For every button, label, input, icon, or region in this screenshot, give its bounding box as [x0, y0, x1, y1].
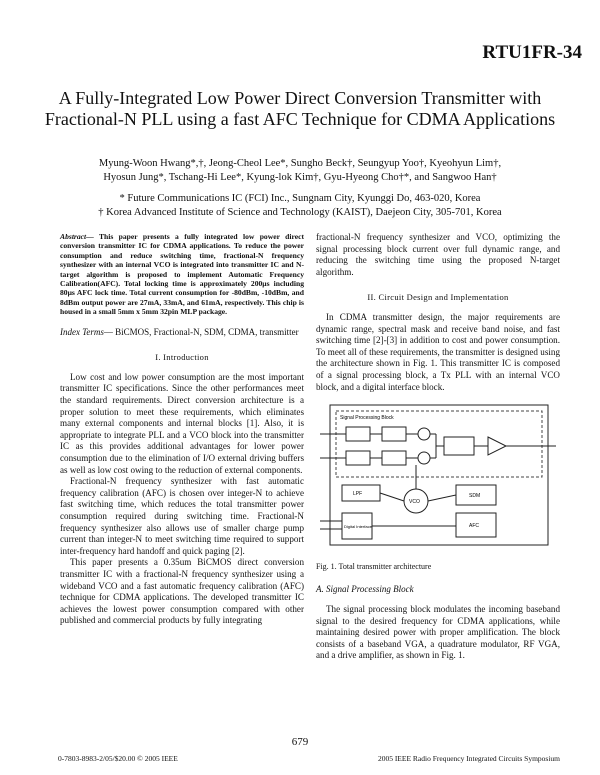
index-terms-label: Index Terms	[60, 326, 104, 337]
authors-line-1: Myung-Woon Hwang*,†, Jeong-Cheol Lee*, Sungho Beck†, Seungyup Yoo†, Kyeohyun Lim†,	[98, 158, 502, 169]
bb-vga-i-block	[346, 427, 370, 441]
abstract	[60, 232, 304, 317]
design-paragraph-2: The signal processing block modulates the incoming baseband signal to the desired frequency for CDMA applications, while maintaining desired power with proper amplification. The block consists of a baseband VGA, a quadrature modulator, RF VGA, and a drive amplifier, as shown in Fig. 1.	[316, 603, 560, 661]
sdm-label: SDM	[469, 493, 481, 500]
footer-copyright: 0-7803-8983-2/05/$20.00 © 2005 IEEE	[58, 754, 178, 763]
page-number: 679	[291, 736, 309, 748]
index-terms-text: — BiCMOS, Fractional-N, SDM, CDMA, transmitter	[103, 326, 299, 337]
digital-interface-label: Digital Interface	[344, 524, 372, 530]
lpf-q-block	[382, 451, 406, 465]
paper-code: RTU1FR-34	[482, 42, 582, 63]
drive-amplifier-symbol	[488, 437, 506, 455]
lpf-i-block	[382, 427, 406, 441]
figure-architecture-diagram	[316, 401, 560, 551]
intro-paragraph-3-continued: fractional-N frequency synthesizer and VCO, optimizing the signal processing block current over full dynamic range, and reducing the switching time using the proposed N-target algorithm.	[316, 232, 560, 277]
authors-line-2: Hyosun Jung*, Tschang-Hi Lee*, Kyung-lok Kim†, Gyu-Hyeong Cho†*, and Sangwoo Han†	[103, 172, 497, 183]
rf-vga-block	[444, 437, 474, 455]
intro-paragraph-1: Low cost and low power consumption are the most important transmitter IC specifications. Since the other performances meet the standard requirements. Direct conversion architecture is a proper solution to meet these requirements, which eliminates many external components and internal blocks [1]. Also, it is appropriate to integrate PLL and a VCO block into the transmitter IC as this provides additional advantages for lower power consumption due to the elimination of I/O external driving buffers as well as low cost owing to the reduction of external components.	[60, 371, 304, 475]
paper-title: A Fully-Integrated Low Power Direct Conversion Transmitter with Fractional-N PLL using a fast AFC Technique for CDMA Applications	[44, 88, 556, 129]
mixer-i-symbol	[418, 428, 430, 440]
figure-caption: Fig. 1. Total transmitter architecture	[316, 561, 432, 571]
footer-conference: 2005 IEEE Radio Frequency Integrated Circuits Symposium	[377, 754, 560, 763]
intro-paragraph-2: Fractional-N frequency synthesizer with fast automatic frequency calibration (AFC) is chosen over integer-N to achieve fast switching time, which reduces the total transmitter power consumption required during switching time. Fractional-N frequency synthesizer also allows use of smaller charge pump current than integer-N to meet switching time required to support inter-frequency hard handoff and quick paging [2].	[60, 476, 304, 556]
intro-paragraph-3: This paper presents a 0.35um BiCMOS direct conversion transmitter IC with a fractional-N frequency synthesizer using a wideband VCO and a fast automatic frequency calibration (AFC) technique for CDMA applications. The developed transmitter IC achieves the lowest power consumption compared with other published and commercial products by fully integrating	[60, 557, 304, 626]
right-column	[316, 232, 560, 662]
mixer-q-symbol	[418, 452, 430, 464]
abstract-text: — This paper presents a fully integrated low power direct conversion transmitter IC for CDMA applications. To reduce the power consumption and reduce switching time, fractional-N frequency synthesizer with an internal VCO is integrated into transmitter IC and N-target algorithm is proposed to implement Automatic Frequency Calibration(AFC). Total locking time is approximately 200μs including 80μs AFC lock time. Total current consumption for -80dBm, -10dBm, and 8dBm output power are 27mA, 33mA, and 61mA, respectively. This chip is housed in a small 5mm x 5mm 32pin MLP package.	[60, 232, 304, 317]
subsection-heading-signal-processing: A. Signal Processing Block	[316, 584, 414, 595]
signal-block-label: Signal Processing Block	[340, 415, 394, 422]
left-column	[60, 232, 304, 627]
section-heading-introduction: I. Introduction	[155, 352, 209, 363]
lpf-label: LPF	[353, 491, 363, 498]
affiliations	[30, 192, 570, 220]
design-paragraph-1: In CDMA transmitter design, the major requirements are dynamic range, spectral mask and receive band noise, and fast switching time [2]-[3] in addition to cost and power consumption. To meet all of these requirements, the transmitter is designed using the architecture shown in Fig. 1. This transmitter IC is composed of a signal processing block, a Tx PLL with an internal VCO block, and a digital interface block.	[316, 311, 560, 392]
author-list	[30, 157, 570, 185]
bb-vga-q-block	[346, 451, 370, 465]
index-terms	[60, 327, 304, 339]
abstract-label: Abstract	[60, 232, 87, 241]
section-heading-circuit-design: II. Circuit Design and Implementation	[367, 292, 509, 303]
affiliation-1: * Future Communications IC (FCI) Inc., Sungnam City, Kyunggi Do, 463-020, Korea	[119, 193, 481, 204]
vco-label: VCO	[409, 499, 420, 506]
afc-label: AFC	[469, 523, 479, 530]
affiliation-2: † Korea Advanced Institute of Science and Technology (KAIST), Daejeon City, 305-701, Korea	[98, 207, 502, 218]
